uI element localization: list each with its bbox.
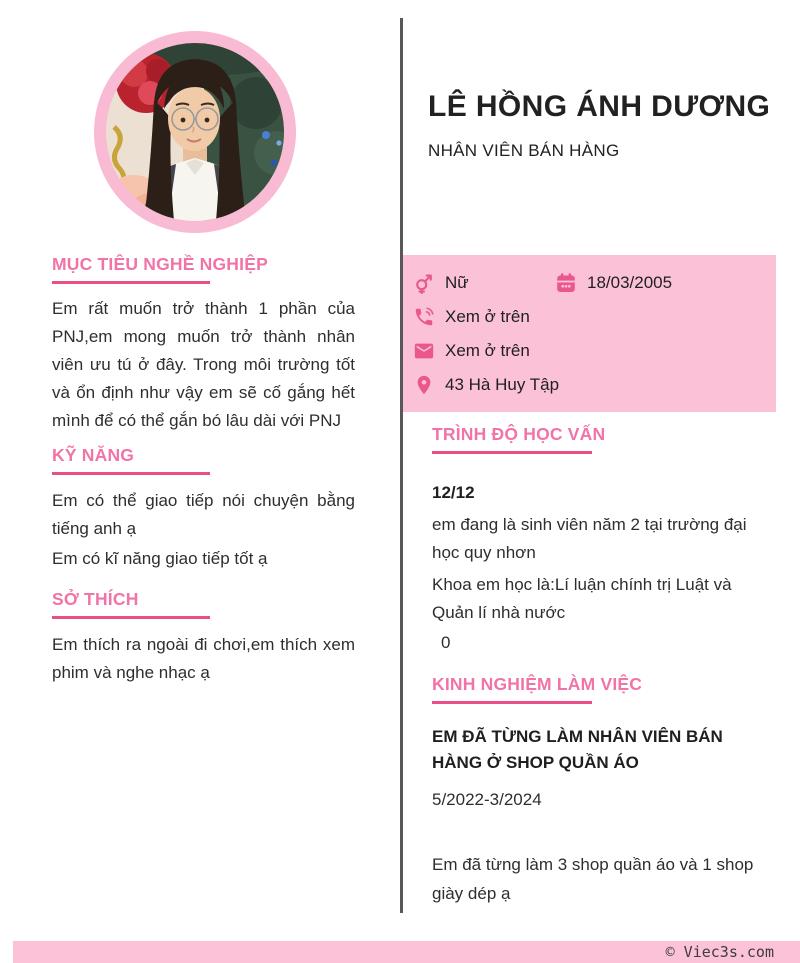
profile-photo <box>94 31 296 233</box>
contact-row-phone <box>413 300 776 334</box>
education-line: em đang là sinh viên năm 2 tại trường đại học quy nhơn <box>432 515 747 562</box>
address-value: 43 Hà Huy Tập <box>445 375 560 394</box>
contact-gender <box>413 272 555 294</box>
section-heading-hobbies: SỞ THÍCH <box>52 589 210 619</box>
gender-value: Nữ <box>445 273 469 292</box>
experience-job-title: EM ĐÃ TỪNG LÀM NHÂN VIÊN BÁN HÀNG Ở SHOP QUẦN ÁO <box>432 727 723 772</box>
experience-description: Em đã từng làm 3 shop quần áo và 1 shop giày dép ạ <box>432 855 754 903</box>
experience-period: 5/2022-3/2024 <box>432 790 542 809</box>
calendar-icon <box>555 272 577 294</box>
section-heading-skills: KỸ NĂNG <box>52 445 210 475</box>
skill-item: Em có thể giao tiếp nói chuyện bằng tiếng anh ạ <box>52 491 355 538</box>
heading-underline <box>432 451 592 454</box>
contact-row-address <box>413 368 776 402</box>
phone-value: Xem ở trên <box>445 307 530 326</box>
location-icon <box>413 374 435 396</box>
heading-underline <box>52 616 210 619</box>
profile-photo-illustration <box>106 43 284 221</box>
section-heading-education: TRÌNH ĐỘ HỌC VẤN <box>432 424 605 454</box>
contact-email <box>413 340 530 362</box>
phone-icon <box>413 306 435 328</box>
column-divider <box>400 18 403 913</box>
footer-bar <box>13 941 800 963</box>
contact-info-box <box>403 255 776 412</box>
heading-underline <box>432 701 592 704</box>
email-value: Xem ở trên <box>445 341 530 360</box>
contact-row-email <box>413 334 776 368</box>
education-level: 12/12 <box>432 483 475 502</box>
objective-paragraph: Em rất muốn trở thành 1 phần của PNJ,em mong muốn trở thành nhân viên ưu tú ở đây. Trong môi trường tốt và ổn định như vậy em sẽ cố gắng hết mình để có thể gắn bó lâu dài với PNJ <box>52 299 355 430</box>
heading-underline <box>52 472 210 475</box>
contact-row-gender-dob <box>413 266 776 300</box>
section-heading-objective: MỤC TIÊU NGHỀ NGHIỆP <box>52 254 268 284</box>
dob-value: 18/03/2005 <box>587 273 673 292</box>
hobbies-paragraph: Em thích ra ngoài đi chơi,em thích xem phim và nghe nhạc ạ <box>52 635 355 682</box>
education-line: Khoa em học là:Lí luận chính trị Luật và Quản lí nhà nước <box>432 575 732 622</box>
mail-icon <box>413 340 435 362</box>
job-subtitle: NHÂN VIÊN BÁN HÀNG <box>428 141 620 160</box>
contact-address <box>413 374 559 396</box>
contact-dob <box>555 272 672 294</box>
footer-copyright: © Viec3s.com <box>665 943 774 961</box>
page-title: LÊ HỒNG ÁNH DƯƠNG <box>428 90 771 123</box>
section-heading-experience: KINH NGHIỆM LÀM VIỆC <box>432 674 642 704</box>
skill-item: Em có kĩ năng giao tiếp tốt ạ <box>52 549 268 568</box>
gender-icon <box>413 272 435 294</box>
education-line: 0 <box>441 633 451 652</box>
contact-phone <box>413 306 530 328</box>
heading-underline <box>52 281 210 284</box>
